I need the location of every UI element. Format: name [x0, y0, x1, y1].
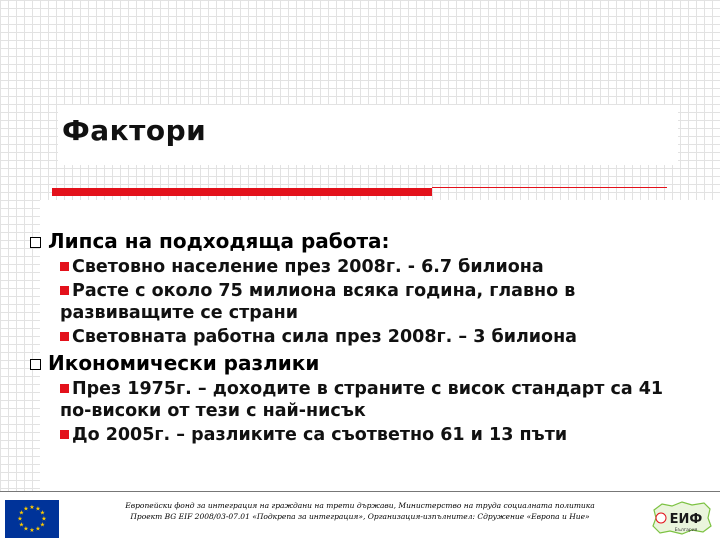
sub-bullet-text: През 1975г. – доходите в страните с висок стандарт са 41 по-високи от тези с най-нисък [60, 379, 664, 421]
grid-background [0, 0, 720, 200]
slide-content [28, 228, 698, 448]
bullet-lack-of-work [28, 228, 698, 254]
svg-text:★: ★ [29, 527, 35, 534]
footer-text [100, 500, 620, 522]
svg-text:★: ★ [18, 521, 25, 529]
red-square-icon [60, 384, 69, 393]
red-square-icon [60, 286, 69, 295]
svg-text:★: ★ [39, 509, 46, 517]
sub-bullet-text: Расте с около 75 милиона всяка година, главно в развиващите се страни [60, 281, 576, 323]
sub-bullet-text: Световната работна сила през 2008г. – 3 билиона [72, 327, 577, 347]
eu-flag-icon [5, 500, 59, 538]
bullet-text: Липса на подходяща работа: [48, 229, 390, 253]
sub-bullet-text: Световно население през 2008г. - 6.7 билиона [72, 257, 544, 277]
svg-text:★: ★ [29, 504, 35, 511]
svg-text:★: ★ [18, 509, 25, 517]
sub-bullet-2005 [60, 424, 698, 446]
red-square-icon [60, 430, 69, 439]
svg-text:★: ★ [39, 521, 46, 529]
sub-bullet-workforce [60, 326, 698, 348]
footer-divider [0, 491, 720, 492]
slide-title: Фактори [62, 114, 207, 147]
bullet-text: Икономически разлики [48, 351, 320, 375]
sub-bullet-population [60, 256, 698, 278]
title-underline-bar [52, 188, 432, 196]
sub-bullet-1975 [60, 378, 698, 422]
hollow-square-icon [30, 359, 41, 370]
svg-text:★: ★ [35, 505, 41, 513]
svg-text:★: ★ [41, 515, 47, 523]
sub-bullet-growth [60, 280, 698, 324]
svg-text:★: ★ [17, 515, 23, 523]
eif-logo-icon [648, 496, 714, 540]
red-square-icon [60, 262, 69, 271]
hollow-square-icon [30, 237, 41, 248]
title-underline-line [432, 187, 667, 188]
sub-bullet-text: До 2005г. – разликите са съответно 61 и 13 пъти [72, 425, 568, 445]
bullet-economic-differences [28, 350, 698, 376]
svg-text:★: ★ [35, 525, 41, 533]
logo-subtext: България [674, 528, 698, 533]
red-square-icon [60, 332, 69, 341]
footer-line-1: Европейски фонд за интеграция на граждани на трети държави, Министерство на труда социалната политика [125, 501, 595, 510]
svg-text:★: ★ [23, 505, 29, 513]
footer-line-2: Проект BG EIF 2008/03-07.01 «Подкрепа за интеграция», Организация-изпълнител: Сдружение «Европа и Ние» [130, 512, 590, 521]
logo-text: ЕИФ [669, 512, 703, 527]
svg-text:★: ★ [23, 525, 29, 533]
